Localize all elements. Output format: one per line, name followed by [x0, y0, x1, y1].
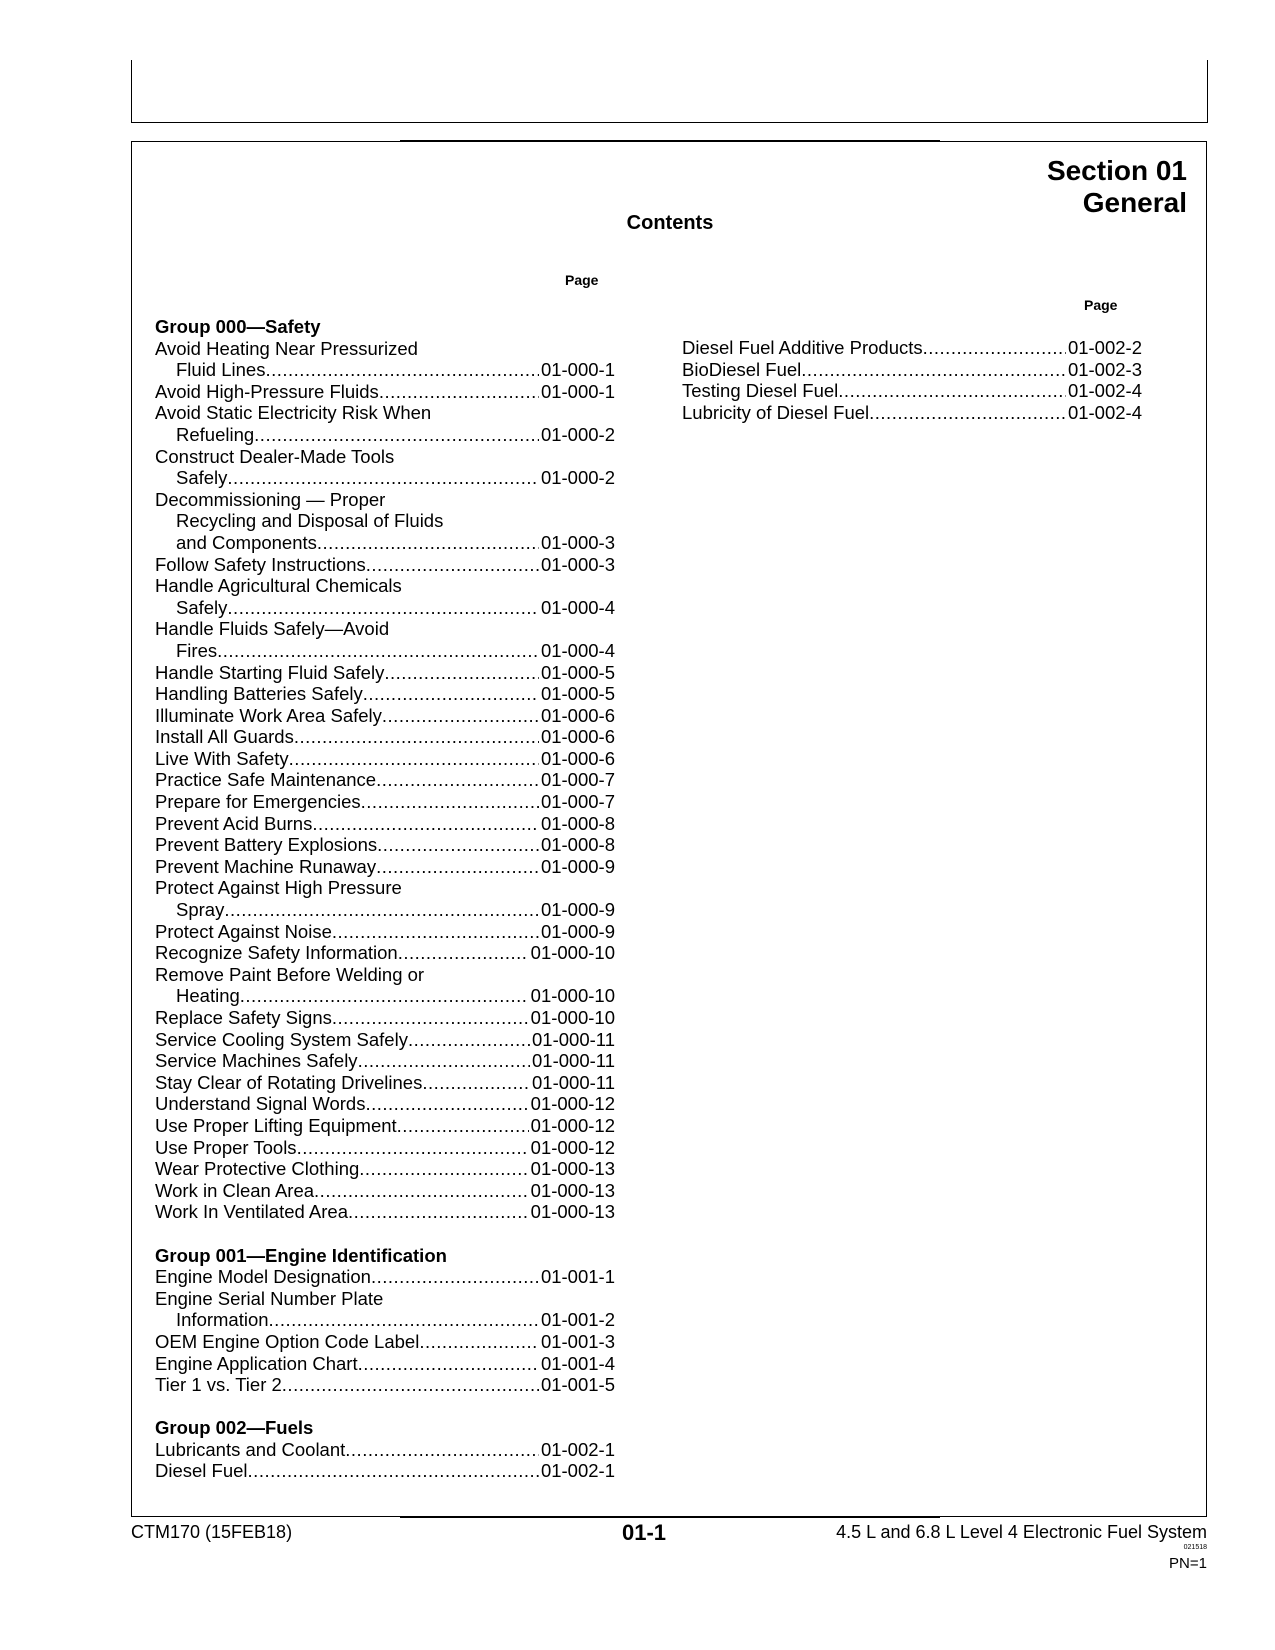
toc-entry-text: Engine Serial Number Plate	[155, 1287, 384, 1309]
toc-entry	[155, 1353, 615, 1375]
group-heading: Group 000—Safety	[155, 316, 321, 337]
dot-leader	[348, 1201, 529, 1223]
toc-entry-title: Diesel Fuel	[155, 1460, 248, 1482]
toc-entry-page: 01-001-1	[540, 1266, 615, 1288]
toc-entry-page: 01-000-13	[530, 1201, 615, 1223]
toc-entry-title: Work In Ventilated Area	[155, 1201, 348, 1223]
toc-entry-title: Safely	[176, 596, 228, 618]
dot-leader	[359, 1158, 528, 1180]
section-number: Section 01	[1046, 155, 1187, 186]
toc-entry-page: 01-000-7	[540, 769, 615, 791]
toc-entry-text: Protect Against High Pressure	[155, 877, 402, 899]
toc-entry	[155, 1093, 615, 1115]
toc-entry-title: Testing Diesel Fuel	[682, 380, 839, 402]
dot-leader	[397, 1115, 529, 1137]
toc-entry	[155, 1180, 615, 1202]
toc-entry-title: Engine Application Chart	[155, 1352, 358, 1374]
toc-entry-title: Prevent Machine Runaway	[155, 855, 377, 877]
left-page-label: Page	[565, 272, 599, 288]
dot-leader	[227, 467, 539, 489]
toc-entry-page: 01-000-6	[540, 704, 615, 726]
toc-entry-title: Service Machines Safely	[155, 1050, 358, 1072]
toc-entry	[155, 1439, 615, 1461]
toc-entry	[155, 1115, 615, 1137]
toc-entry	[155, 856, 615, 878]
toc-entry-page: 01-000-6	[540, 726, 615, 748]
dot-leader	[422, 1072, 530, 1094]
toc-entry-title: Refueling	[176, 423, 255, 445]
dot-leader	[376, 856, 539, 878]
dot-leader	[377, 834, 539, 856]
toc-entry	[682, 380, 1142, 402]
toc-entry	[155, 683, 615, 705]
toc-entry-title: Handling Batteries Safely	[155, 683, 363, 705]
dot-leader	[419, 1331, 539, 1353]
dot-leader	[217, 640, 539, 662]
toc-entry-page: 01-000-4	[540, 639, 615, 661]
group-heading: Group 001—Engine Identification	[155, 1244, 447, 1266]
toc-entry-title: OEM Engine Option Code Label	[155, 1330, 420, 1352]
toc-entry	[155, 1007, 615, 1029]
toc-entry-page: 01-000-6	[540, 747, 615, 769]
toc-entry	[155, 1158, 615, 1180]
toc-entry-page: 01-000-5	[540, 661, 615, 683]
toc-entry	[155, 1201, 615, 1223]
right-page-label: Page	[1084, 297, 1118, 313]
toc-entry	[155, 1374, 615, 1396]
toc-entry-page: 01-000-10	[530, 1007, 615, 1028]
toc-entry-title: Engine Model Designation	[155, 1266, 371, 1288]
bottom-rule	[400, 1516, 940, 1518]
toc-entry-page: 01-000-2	[540, 467, 615, 489]
toc-entry	[682, 359, 1142, 381]
toc-entry-page: 01-000-2	[540, 423, 615, 445]
toc-entry-page: 01-000-11	[532, 1071, 615, 1093]
toc-entry	[155, 899, 615, 921]
toc-entry	[682, 402, 1142, 424]
toc-entry-page: 01-002-1	[540, 1438, 615, 1460]
small-code: 021518	[1183, 1544, 1207, 1551]
toc-entry-page: 01-000-12	[530, 1136, 615, 1158]
toc-entry-title: Understand Signal Words	[155, 1093, 366, 1115]
dot-leader	[379, 381, 539, 403]
toc-entry-title: Tier 1 vs. Tier 2	[155, 1374, 282, 1396]
toc-entry	[155, 1050, 615, 1072]
toc-entry-page: 01-002-4	[1067, 401, 1142, 423]
toc-entry	[155, 554, 615, 576]
toc-entry-title: Handle Starting Fluid Safely	[155, 661, 385, 683]
toc-entry	[155, 834, 615, 856]
toc-entry-page: 01-001-3	[540, 1330, 615, 1352]
toc-entry-title: Spray	[176, 899, 225, 921]
toc-entry-title: Protect Against Noise	[155, 920, 332, 942]
toc-entry-page: 01-001-2	[540, 1309, 615, 1331]
toc-entry-page: 01-000-1	[540, 359, 615, 381]
toc-entry-page: 01-001-5	[540, 1374, 615, 1396]
pn-label: PN=1	[1169, 1555, 1207, 1572]
toc-entry-page: 01-000-9	[540, 920, 615, 942]
dot-leader	[408, 1029, 530, 1051]
toc-entry	[155, 726, 615, 748]
toc-entry	[155, 1137, 615, 1159]
toc-entry	[155, 662, 615, 684]
toc-entry-title: Avoid High-Pressure Fluids	[155, 380, 379, 402]
toc-entry-page: 01-000-11	[532, 1050, 615, 1072]
toc-entry-title: Fluid Lines	[176, 359, 266, 381]
dot-leader	[240, 985, 529, 1007]
toc-entry-page: 01-002-1	[540, 1460, 615, 1482]
dot-leader	[838, 380, 1066, 402]
toc-entry-title: Replace Safety Signs	[155, 1007, 332, 1028]
toc-entry-page: 01-000-13	[530, 1179, 615, 1201]
page-number: 01-1	[622, 1520, 667, 1545]
toc-entry-title: Fires	[176, 639, 218, 661]
toc-entry	[155, 597, 615, 619]
toc-entry	[155, 705, 615, 727]
spacer	[155, 1223, 615, 1245]
toc-entry-title: Heating	[176, 985, 240, 1007]
toc-entry-text: Handle Fluids Safely—Avoid	[155, 618, 390, 640]
dot-leader	[248, 1460, 539, 1482]
toc-entry-title: Wear Protective Clothing	[155, 1158, 360, 1180]
toc-entry-title: Recognize Safety Information	[155, 942, 398, 964]
toc-entry-title: Live With Safety	[155, 747, 289, 769]
toc-entry-page: 01-000-1	[540, 380, 615, 402]
dot-leader	[345, 1439, 539, 1461]
toc-entry-page: 01-000-3	[540, 553, 615, 575]
section-title	[1047, 155, 1187, 219]
toc-entry-page: 01-002-3	[1067, 358, 1142, 380]
dot-leader	[361, 791, 539, 813]
dot-leader	[358, 1353, 539, 1375]
dot-leader	[384, 662, 539, 684]
dot-leader	[398, 942, 529, 964]
dot-leader	[366, 554, 539, 576]
toc-entry-title: BioDiesel Fuel	[682, 358, 802, 380]
dot-leader	[869, 402, 1066, 424]
toc-entry-title: Install All Guards	[155, 726, 294, 748]
toc-entry-page: 01-000-12	[530, 1114, 615, 1136]
toc-entry-page: 01-000-4	[540, 596, 615, 618]
toc-entry	[155, 359, 615, 381]
toc-entry-title: Diesel Fuel Additive Products	[682, 337, 923, 358]
dot-leader	[801, 359, 1066, 381]
toc-entry-title: Service Cooling System Safely	[155, 1028, 408, 1050]
toc-entry-title: Lubricity of Diesel Fuel	[682, 401, 870, 423]
toc-entry-title: Safely	[176, 467, 228, 489]
toc-entry-text: Avoid Static Electricity Risk When	[155, 402, 432, 424]
toc-entry-title: and Components	[176, 531, 317, 553]
document-code: CTM170 (15FEB18)	[131, 1522, 293, 1542]
toc-entry	[682, 337, 1142, 359]
toc-entry-title: Lubricants and Coolant	[155, 1438, 346, 1460]
toc-entry-page: 01-000-12	[530, 1093, 615, 1115]
toc-entry-title: Prevent Battery Explosions	[155, 834, 378, 856]
toc-entry-title: Stay Clear of Rotating Drivelines	[155, 1071, 423, 1093]
toc-right-column	[682, 337, 1142, 423]
toc-entry-text: Remove Paint Before Welding or	[155, 963, 425, 985]
toc-entry	[155, 381, 615, 403]
toc-entry-title: Use Proper Lifting Equipment	[155, 1114, 397, 1136]
dot-leader	[269, 1309, 539, 1331]
toc-entry-page: 01-000-7	[540, 791, 615, 813]
toc-entry	[155, 1331, 615, 1353]
toc-entry	[155, 985, 615, 1007]
toc-entry	[155, 791, 615, 813]
toc-entry	[155, 921, 615, 943]
toc-entry	[155, 1460, 615, 1482]
dot-leader	[297, 1137, 529, 1159]
toc-entry	[155, 1266, 615, 1288]
dot-leader	[282, 1374, 539, 1396]
group-heading: Group 002—Fuels	[155, 1417, 314, 1439]
toc-entry	[155, 424, 615, 446]
toc-entry-page: 01-000-8	[540, 812, 615, 834]
spacer	[155, 1396, 615, 1418]
toc-entry-page: 01-002-2	[1067, 337, 1142, 358]
toc-entry-text: Decommissioning — Proper	[155, 488, 386, 510]
top-frame	[131, 60, 1208, 123]
dot-leader	[294, 726, 539, 748]
toc-entry-title: Prepare for Emergencies	[155, 791, 361, 813]
toc-entry-title: Practice Safe Maintenance	[155, 769, 377, 791]
toc-entry	[155, 532, 615, 554]
dot-leader	[363, 683, 539, 705]
toc-entry	[155, 1072, 615, 1094]
document-title: 4.5 L and 6.8 L Level 4 Electronic Fuel System	[836, 1522, 1207, 1542]
dot-leader	[332, 1007, 529, 1029]
dot-leader	[227, 597, 539, 619]
toc-entry-title: Illuminate Work Area Safely	[155, 704, 382, 726]
dot-leader	[314, 1180, 529, 1202]
dot-leader	[382, 705, 539, 727]
toc-entry-text: Avoid Heating Near Pressurized	[155, 337, 418, 359]
toc-entry	[155, 942, 615, 964]
dot-leader	[376, 769, 539, 791]
dot-leader	[289, 748, 539, 770]
toc-entry	[155, 1309, 615, 1331]
dot-leader	[254, 424, 539, 446]
toc-entry	[155, 769, 615, 791]
toc-entry-title: Prevent Acid Burns	[155, 812, 313, 834]
dot-leader	[332, 921, 539, 943]
toc-entry-text: Handle Agricultural Chemicals	[155, 575, 402, 597]
toc-entry	[155, 813, 615, 835]
toc-entry	[155, 467, 615, 489]
dot-leader	[265, 359, 538, 381]
dot-leader	[358, 1050, 530, 1072]
dot-leader	[224, 899, 539, 921]
toc-entry-page: 01-000-8	[540, 834, 615, 856]
section-name: General	[1082, 187, 1187, 218]
dot-leader	[923, 337, 1066, 359]
contents-heading: Contents	[626, 212, 714, 234]
toc-entry-title: Use Proper Tools	[155, 1136, 297, 1158]
dot-leader	[312, 813, 539, 835]
toc-entry-page: 01-000-13	[530, 1158, 615, 1180]
toc-entry-page: 01-000-9	[540, 855, 615, 877]
toc-entry-page: 01-000-10	[530, 985, 615, 1007]
toc-entry-text: Construct Dealer-Made Tools	[155, 445, 395, 467]
toc-entry-page: 01-000-3	[540, 531, 615, 553]
toc-entry-text: Recycling and Disposal of Fluids	[176, 510, 444, 532]
toc-entry-page: 01-000-11	[532, 1028, 615, 1050]
toc-entry-page: 01-001-4	[540, 1352, 615, 1374]
top-rule	[400, 140, 940, 142]
toc-entry-title: Follow Safety Instructions	[155, 553, 366, 575]
toc-left-column	[155, 316, 615, 1482]
toc-entry-page: 01-002-4	[1067, 380, 1142, 402]
dot-leader	[365, 1093, 528, 1115]
dot-leader	[317, 532, 539, 554]
toc-entry	[155, 1029, 615, 1051]
toc-entry-page: 01-000-5	[540, 683, 615, 705]
toc-entry-title: Work in Clean Area	[155, 1179, 315, 1201]
toc-entry	[155, 748, 615, 770]
toc-entry-title: Information	[176, 1309, 269, 1331]
toc-entry-page: 01-000-9	[540, 899, 615, 921]
dot-leader	[371, 1266, 539, 1288]
toc-entry-page: 01-000-10	[530, 942, 615, 964]
toc-entry	[155, 640, 615, 662]
